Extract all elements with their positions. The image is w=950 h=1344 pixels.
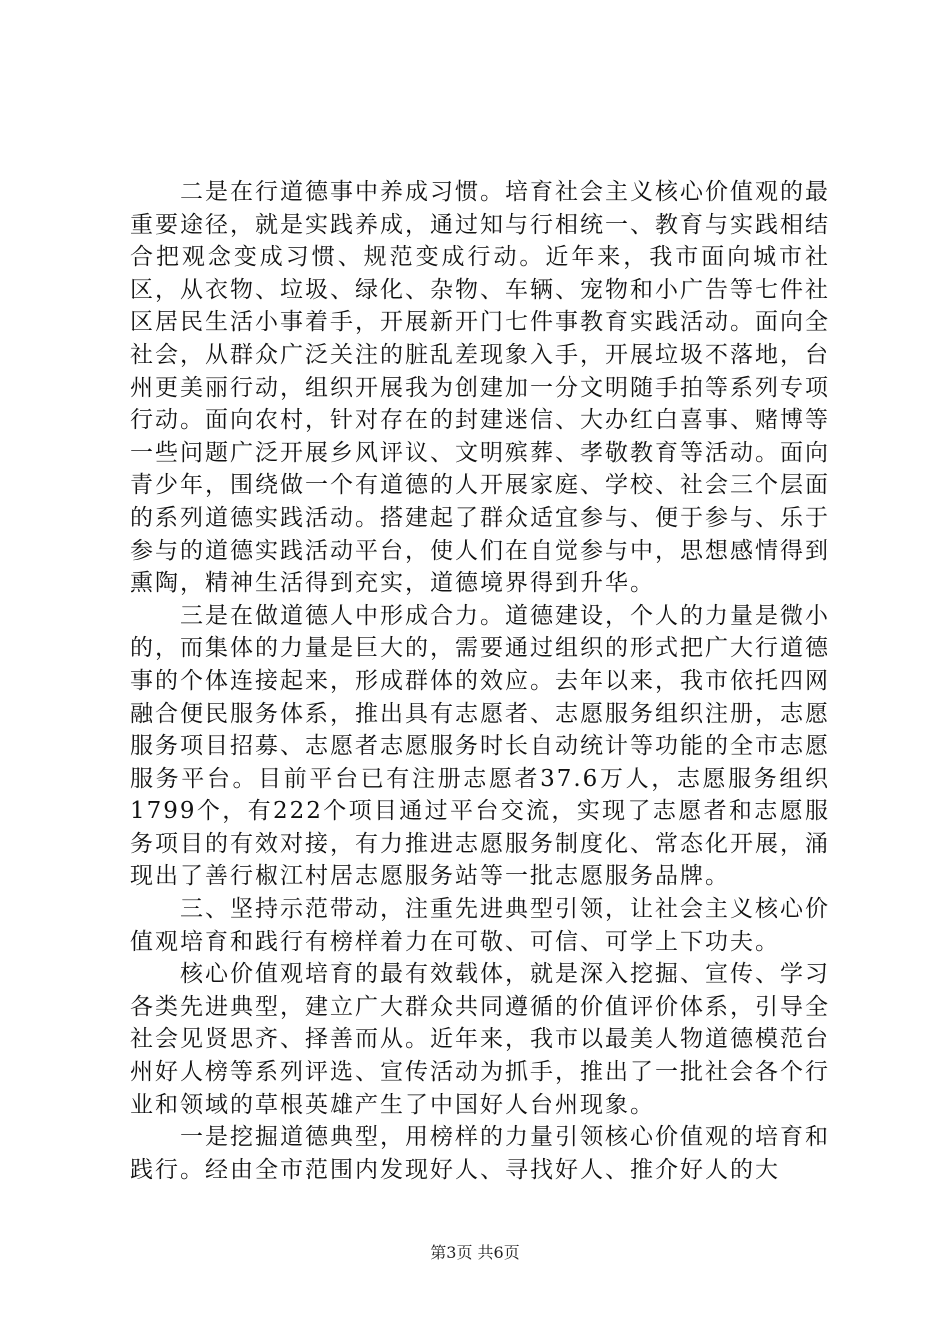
document-body [130, 176, 830, 1186]
page-number-footer: 第3页 共6页 [430, 1243, 520, 1262]
paragraph-habit-formation: 二是在行道德事中养成习惯。培育社会主义核心价值观的最重要途径，就是实践养成，通过知与行相统一、教育与实践相结合把观念变成习惯、规范变成行动。近年来，我市面向城市社区，从衣物、垃圾、绿化、杂物、车辆、宠物和小广告等七件社区居民生活小事着手，开展新开门七件事教育实践活动。面向全社会，从群众广泛关注的脏乱差现象入手，开展垃圾不落地，台州更美丽行动，组织开展我为创建加一分文明随手拍等系列专项行动。面向农村，针对存在的封建迷信、大办红白喜事、赌博等一些问题广泛开展乡风评议、文明殡葬、孝敬教育等活动。面向青少年，围绕做一个有道德的人开展家庭、学校、社会三个层面的系列道德实践活动。搭建起了群众适宜参与、便于参与、乐于参与的道德实践活动平台，使人们在自觉参与中，思想感情得到熏陶，精神生活得到充实，道德境界得到升华。 [130, 179, 830, 597]
paragraph-moral-models: 一是挖掘道德典型，用榜样的力量引领核心价值观的培育和践行。经由全市范围内发现好人、寻找好人、推介好人的大 [130, 1124, 830, 1183]
paragraph-joint-force: 三是在做道德人中形成合力。道德建设，个人的力量是微小的，而集体的力量是巨大的，需要通过组织的形式把广大行道德事的个体连接起来，形成群体的效应。去年以来，我市依托四网融合便民服务体系，推出具有志愿者、志愿服务组织注册，志愿服务项目招募、志愿者志愿服务时长自动统计等功能的全市志愿服务平台。目前平台已有注册志愿者37.6万人，志愿服务组织1799个，有222个项目通过平台交流，实现了志愿者和志愿服务项目的有效对接，有力推进志愿服务制度化、常态化开展，涌现出了善行椒江村居志愿服务站等一批志愿服务品牌。 [130, 602, 830, 890]
paragraph-core-values-carrier: 核心价值观培育的最有效载体，就是深入挖掘、宣传、学习各类先进典型，建立广大群众共同遵循的价值评价体系，引导全社会见贤思齐、择善而从。近年来，我市以最美人物道德模范台州好人榜等系列评选、宣传活动为抓手，推出了一批社会各个行业和领域的草根英雄产生了中国好人台州现象。 [130, 961, 830, 1118]
paragraph-section-three-heading: 三、坚持示范带动，注重先进典型引领，让社会主义核心价值观培育和践行有榜样着力在可敬、可信、可学上下功夫。 [130, 896, 830, 955]
